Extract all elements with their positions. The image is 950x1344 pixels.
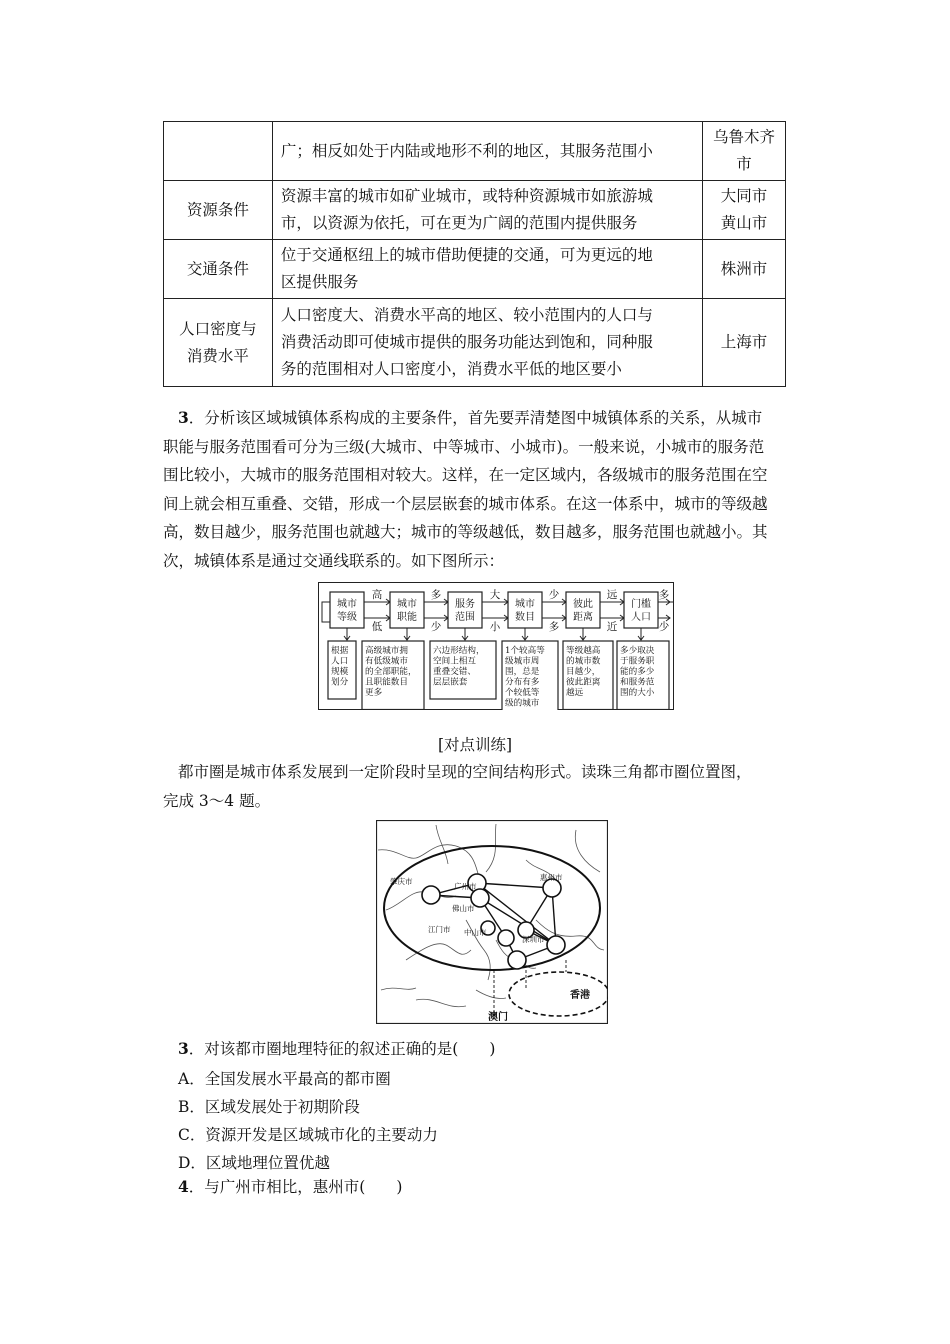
example-city-cell — [703, 181, 786, 240]
flow-box-label: 范围 — [455, 612, 475, 623]
flow-box-label: 城市 — [337, 599, 357, 610]
flow-note-line: 等级越高 — [566, 646, 601, 656]
factor-cell-line: 交通条件 — [186, 259, 249, 278]
intro-line-1: 都市圈是城市体系发展到一定阶段时呈现的空间结构形式。读珠三角都市圈位置图， — [178, 763, 752, 781]
label-zhaoqing: 肇庆市 — [390, 877, 413, 886]
flow-box-label: 职能 — [397, 612, 417, 623]
label-zhongshan: 中山市 — [464, 928, 487, 937]
analysis-line-6: 次，城镇体系是通过交通线联系的。如下图所示： — [163, 551, 505, 570]
factor-cell-line: 人口密度与 — [179, 319, 257, 338]
example-city-cell-line: 黄山市 — [720, 214, 768, 232]
description-cell-line: 市，以资源为依托，可在更为广阔的范围内提供服务 — [280, 214, 638, 232]
flow-note-line: 规模 — [331, 667, 349, 677]
flow-box-label: 城市 — [515, 599, 535, 610]
factor-table — [163, 121, 786, 387]
flow-top-arrow-label: 高 — [371, 589, 383, 601]
question-4-stem: ．与广州市相比，惠州市( ) — [188, 1178, 403, 1196]
label-macau: 澳门 — [488, 1012, 508, 1023]
flow-note-line: 更多 — [365, 688, 383, 698]
analysis-line-5: 高，数目越少，服务范围也就越大；城市的等级越低，数目越多，服务范围也就越小。其 — [163, 523, 768, 541]
flow-note-line: 个较低等 — [505, 688, 540, 698]
flow-note-line: 于服务职 — [620, 656, 655, 667]
flow-note-line: 目越少， — [566, 667, 601, 677]
table-row — [164, 122, 786, 181]
flow-note-line: 能的多少 — [620, 667, 655, 677]
flow-note-line: 和服务范 — [620, 677, 655, 688]
label-shenzhen: 深圳市 — [522, 935, 545, 944]
flow-note-line: 人口 — [331, 656, 349, 667]
description-cell-line: 务的范围相对人口密度小，消费水平低的地区要小 — [280, 360, 622, 378]
flow-top-arrow-label: 少 — [548, 589, 560, 601]
flow-note-line: 级的城市 — [505, 698, 540, 709]
practice-title: [对点训练] — [437, 736, 513, 754]
factor-cell — [164, 240, 273, 299]
description-cell-line: 人口密度大、消费水平高的地区、较小范围内的人口与 — [280, 306, 653, 324]
flow-note-line: 层层嵌套 — [433, 677, 468, 688]
example-city-cell-line: 乌鲁木齐 — [713, 128, 776, 146]
flow-note-line: 高级城市拥 — [365, 646, 408, 656]
city-system-flowchart — [318, 582, 674, 710]
pearl-river-delta-map — [376, 820, 608, 1024]
flow-note-line: 有低级城市 — [365, 656, 408, 667]
intro-paragraph-cont — [163, 787, 773, 816]
flow-note-line: 的城市数 — [566, 656, 601, 667]
flow-note-line: 1个较高等 — [505, 646, 545, 656]
label-huizhou: 惠州市 — [540, 873, 563, 882]
label-jiangmen: 江门市 — [428, 925, 451, 934]
description-cell — [272, 122, 702, 181]
flow-note-line: 根据 — [331, 646, 349, 656]
description-cell-line: 位于交通枢纽上的城市借助便捷的交通，可为更远的地 — [280, 246, 653, 264]
analysis-line-2: 职能与服务范围看可分为三级(大城市、中等城市、小城市)。一般来说，小城市的服务范 — [163, 437, 765, 456]
label-foshan: 佛山市 — [452, 904, 475, 913]
factor-cell — [164, 299, 273, 387]
description-cell — [272, 299, 702, 387]
flow-box-label: 城市 — [397, 599, 417, 610]
analysis-line-4: 间上就会相互重叠、交错，形成一个层层嵌套的城市体系。在这一体系中，城市的等级越 — [163, 494, 768, 513]
flow-note-line: 空间上相互 — [433, 656, 476, 667]
flow-bottom-arrow-label: 少 — [430, 621, 442, 633]
label-hongkong: 香港 — [570, 990, 590, 1001]
flow-box-label: 彼此 — [573, 599, 593, 610]
factor-cell-line: 资源条件 — [186, 200, 249, 219]
table-row — [164, 299, 786, 387]
example-city-cell-line: 上海市 — [720, 333, 768, 351]
flow-note-line: 围，总是 — [505, 667, 540, 677]
flow-bottom-arrow-label: 多 — [548, 621, 560, 633]
description-cell-line: 广；相反如处于内陆或地形不利的地区，其服务范围小 — [280, 141, 653, 160]
example-city-cell — [703, 299, 786, 387]
intro-line-2: 完成 3～4 题。 — [163, 791, 271, 810]
label-guangzhou: 广州市 — [454, 882, 477, 891]
question-4 — [178, 1174, 402, 1200]
flow-top-arrow-label: 远 — [606, 589, 618, 601]
example-city-cell-line: 大同市 — [720, 187, 768, 205]
analysis-line-3: 围比较小，大城市的服务范围相对较大。这样，在一定区域内，各级城市的服务范围在空 — [163, 466, 768, 484]
flow-note-line: 围的大小 — [620, 688, 655, 698]
analysis-line-1: 3．分析该区域城镇体系构成的主要条件，首先要弄清楚图中城镇体系的关系，从城市 — [178, 408, 763, 427]
description-cell-line: 资源丰富的城市如矿业城市，或特种资源城市如旅游城 — [280, 187, 653, 205]
description-cell — [272, 181, 702, 240]
flow-top-arrow-label: 大 — [489, 589, 501, 601]
flow-bottom-arrow-label: 近 — [606, 621, 618, 633]
example-city-cell — [703, 122, 786, 181]
intro-paragraph — [178, 758, 798, 787]
description-cell — [272, 240, 702, 299]
factor-cell-line: 消费水平 — [186, 346, 249, 365]
flow-note-line: 的全部职能， — [365, 667, 417, 677]
flow-bottom-arrow-label: 低 — [371, 621, 383, 633]
flow-note-line: 且职能数目 — [365, 677, 408, 688]
flow-note-line: 六边形结构， — [433, 646, 485, 656]
description-cell-line: 消费活动即可使城市提供的服务功能达到饱和，同种服 — [280, 333, 653, 351]
option-c: C．资源开发是区域城市化的主要动力 — [178, 1126, 438, 1144]
flow-box-label: 门槛 — [631, 599, 651, 610]
example-city-cell — [703, 240, 786, 299]
question-3-stem: ．对该都市圈地理特征的叙述正确的是( ) — [188, 1040, 496, 1058]
table-row — [164, 181, 786, 240]
question-3 — [178, 1036, 495, 1062]
question-3-number: 3 — [178, 1039, 189, 1058]
flow-note-line: 级城市周 — [505, 656, 540, 667]
description-cell-line: 区提供服务 — [280, 273, 359, 291]
table-row — [164, 240, 786, 299]
flow-note-line: 重叠交错、 — [433, 667, 476, 677]
factor-cell — [164, 122, 273, 181]
option-a: A．全国发展水平最高的都市圈 — [178, 1070, 391, 1088]
factor-cell — [164, 181, 273, 240]
option-d: D．区域地理位置优越 — [178, 1154, 330, 1172]
question-4-number: 4 — [178, 1177, 189, 1196]
example-city-cell-line: 市 — [736, 155, 752, 173]
flow-bottom-arrow-label: 小 — [489, 621, 501, 633]
example-city-cell-line: 株洲市 — [720, 259, 768, 278]
flow-note-line: 彼此距离 — [566, 677, 601, 688]
flow-top-arrow-label: 多 — [430, 589, 442, 601]
flow-bottom-arrow-label: 少 — [658, 621, 670, 633]
flow-box-label: 等级 — [337, 612, 357, 623]
flow-box-label: 服务 — [455, 599, 475, 610]
analysis-number: 3 — [178, 408, 189, 427]
flow-note-line: 多少取决 — [620, 646, 655, 656]
flow-note-line: 划分 — [331, 677, 349, 688]
option-b: B．区域发展处于初期阶段 — [178, 1098, 360, 1116]
flow-box-label: 人口 — [631, 612, 651, 623]
flow-box-label: 数目 — [515, 612, 535, 623]
flow-note-line: 越远 — [566, 688, 584, 698]
analysis-rest — [163, 433, 803, 576]
flow-box-label: 距离 — [573, 612, 593, 623]
flow-top-arrow-label: 多 — [658, 589, 670, 601]
analysis-paragraph — [178, 404, 788, 433]
flow-note-line: 分布有多 — [505, 677, 540, 688]
